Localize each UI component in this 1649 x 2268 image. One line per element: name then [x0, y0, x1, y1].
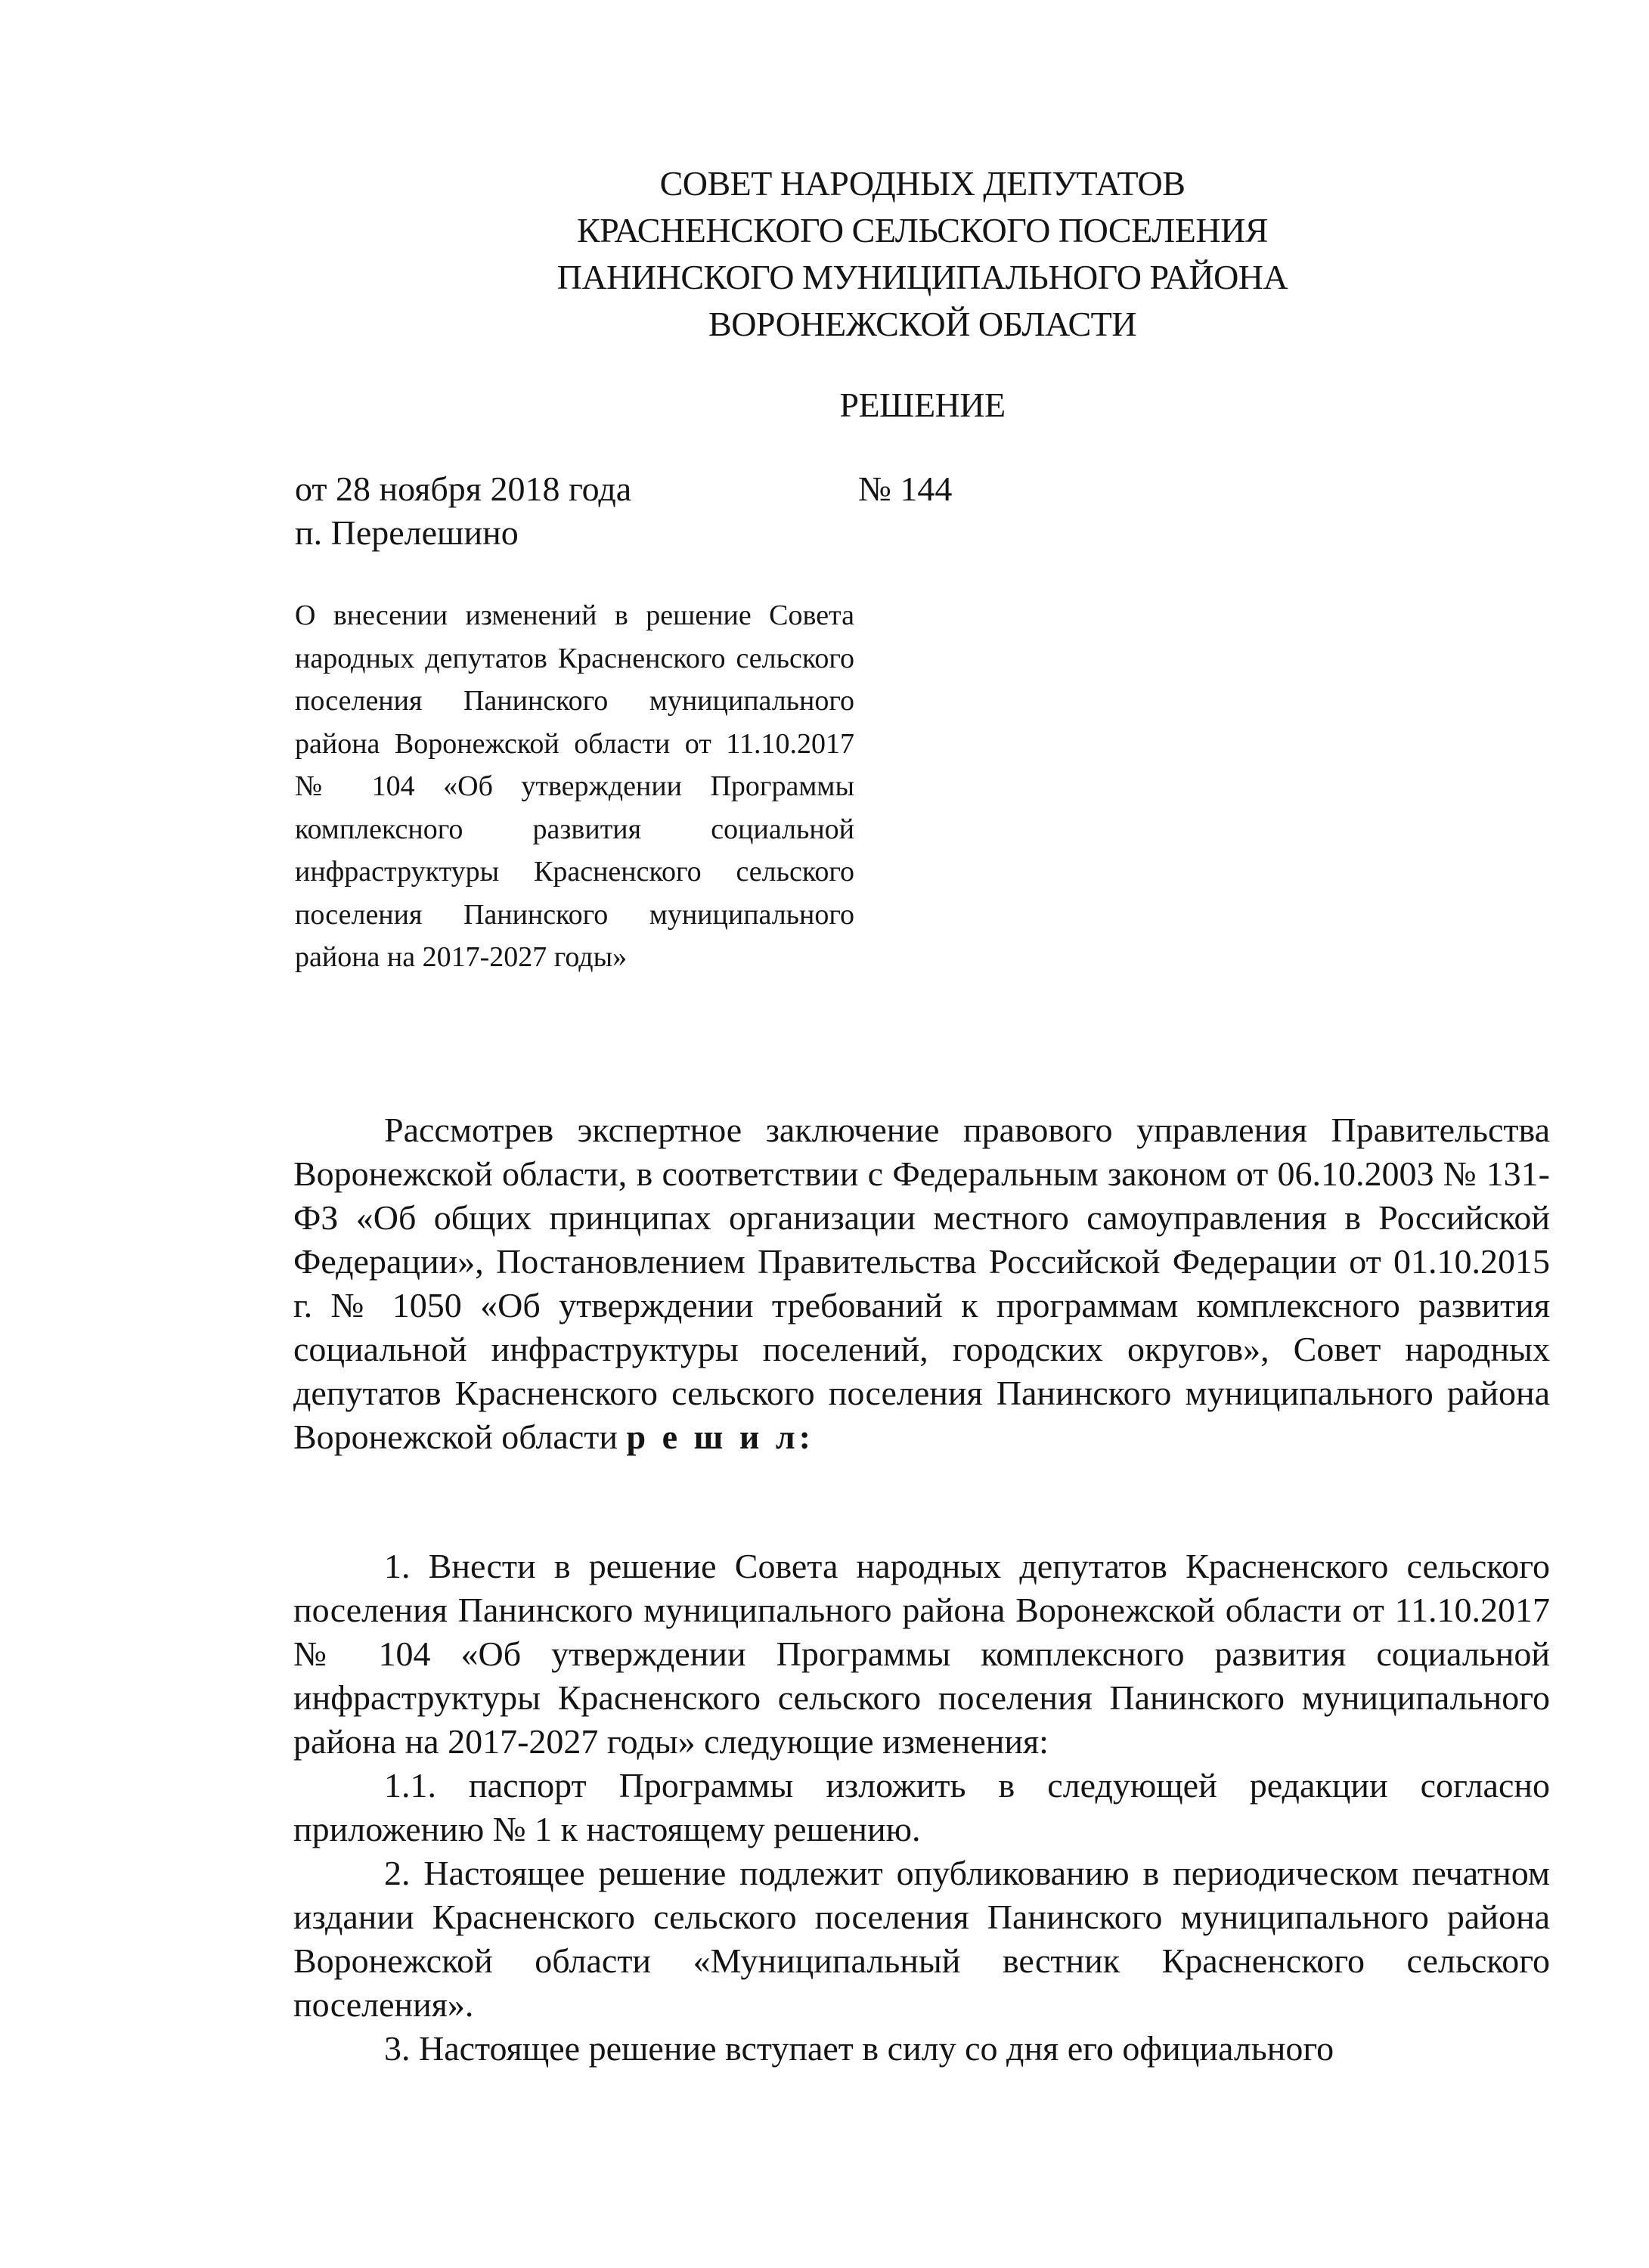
decision-items — [293, 1545, 1550, 2071]
decision-item-1: 1. Внести в решение Совета народных депутатов Красненского сельского поселения Панинского муниципального района Воронежской области от 11.10.2017 № 104 «Об утверждении Программы комплексного развития социальной инфраструктуры Красненского сельского поселения Панинского муниципального района на 2017-2027 годы» следующие изменения: — [293, 1547, 1550, 1761]
document-place: п. Перелешино — [295, 513, 519, 552]
decided-word: р е ш и л: — [626, 1418, 814, 1456]
document-subject: О внесении изменений в решение Совета народных депутатов Красненского сельского поселения Панинского муниципального района Воронежской области от 11.10.2017 № 104 «Об утверждении Программы комплексного развития социальной инфраструктуры Красненского сельского поселения Панинского муниципального района на 2017-2027 годы» — [295, 600, 854, 973]
header-line-4: ВОРОНЕЖСКОЙ ОБЛАСТИ — [708, 305, 1136, 343]
preamble-text: Рассмотрев экспертное заключение правового управления Правительства Воронежской области, в соответствии с Федеральным законом от 06.10.2003 № 131-ФЗ «Об общих принципах организации местного самоуправления в Российской Федерации», Постановлением Правительства Российской Федерации от 01.10.2015 г. № 1050 «Об утверждении требований к программам комплексного развития социальной инфраструктуры поселений, городских округов», Совет народных депутатов Красненского сельского поселения Панинского муниципального района Воронежской области — [293, 1111, 1550, 1456]
preamble-paragraph — [293, 1108, 1550, 1459]
decision-item-1-1: 1.1. паспорт Программы изложить в следующей редакции согласно приложению № 1 к настоящему решению. — [293, 1766, 1550, 1848]
header-line-2: КРАСНЕНСКОГО СЕЛЬСКОГО ПОСЕЛЕНИЯ — [577, 211, 1268, 249]
issuer-header — [454, 160, 1391, 348]
document-number: № 144 — [858, 469, 953, 508]
document-type-title: РЕШЕНИЕ — [839, 386, 1006, 424]
decision-item-2: 2. Настоящее решение подлежит опубликованию в периодическом печатном издании Красненского сельского поселения Панинского муниципального района Воронежской области «Муниципальный вестник Красненского сельского поселения». — [293, 1854, 1550, 2024]
preamble — [293, 1108, 1550, 1459]
header-line-1: СОВЕТ НАРОДНЫХ ДЕПУТАТОВ — [659, 164, 1186, 203]
header-line-3: ПАНИНСКОГО МУНИЦИПАЛЬНОГО РАЙОНА — [556, 258, 1288, 296]
decision-item-3: 3. Настоящее решение вступает в силу со дня его официального — [384, 2029, 1334, 2068]
document-date: от 28 ноября 2018 года — [295, 469, 632, 508]
